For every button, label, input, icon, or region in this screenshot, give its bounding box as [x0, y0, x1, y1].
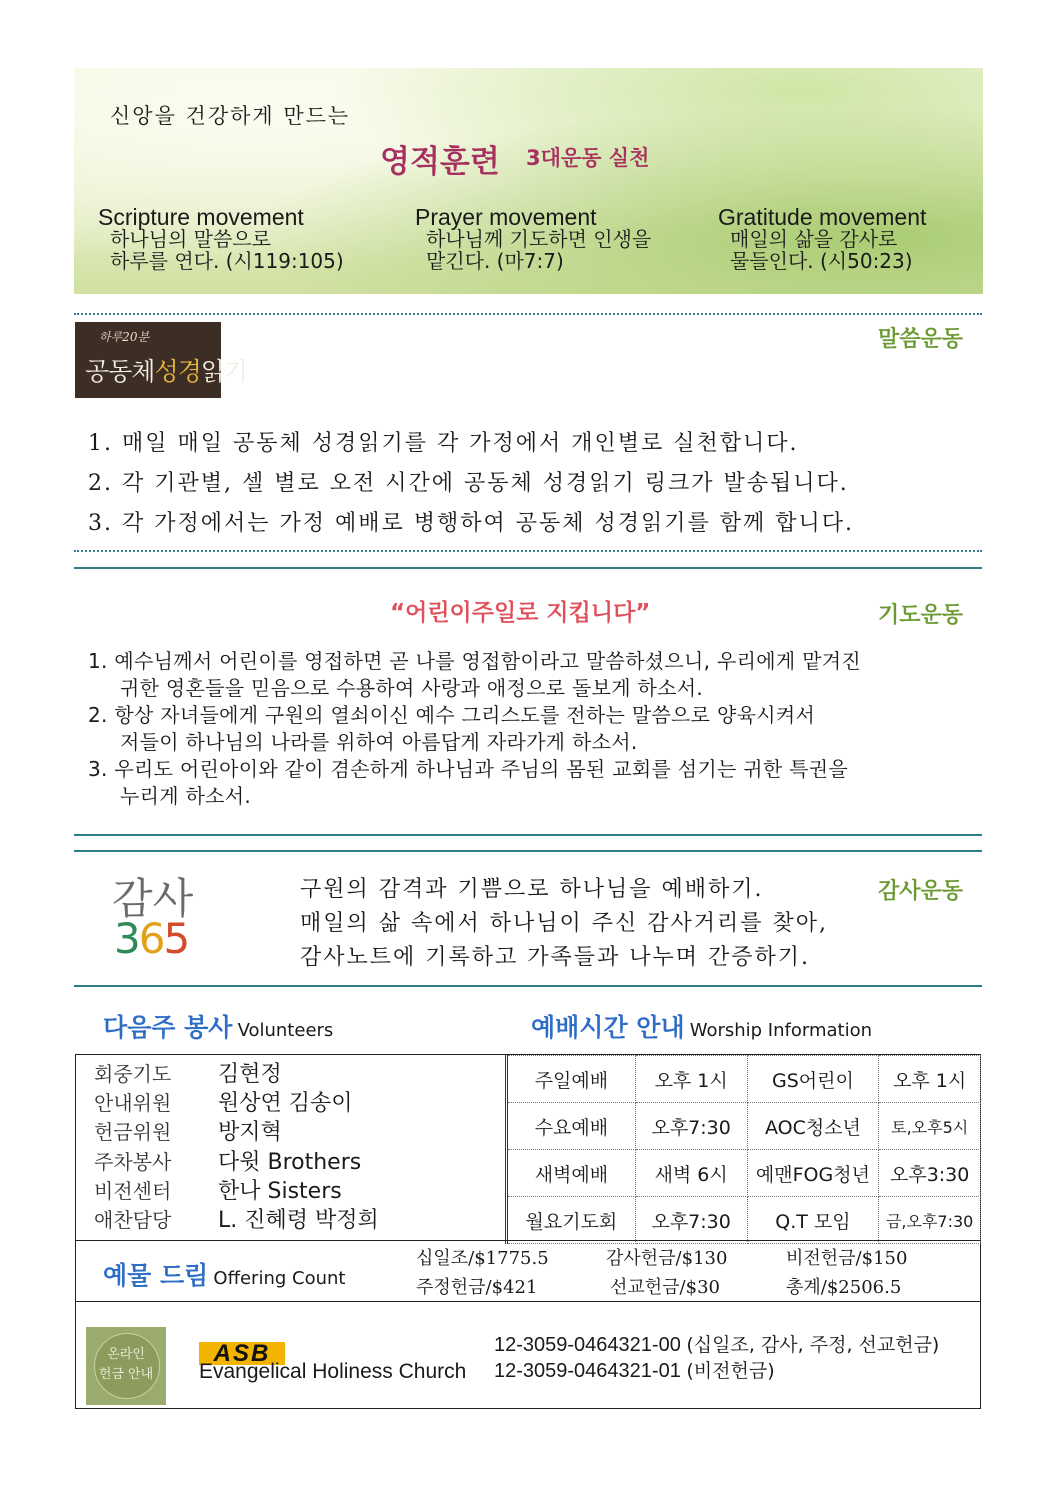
word-item-3: 3. 각 가정에서는 가정 예배로 병행하여 공동체 성경읽기를 함께 합니다. [88, 511, 854, 536]
community-bible-reading-logo [75, 322, 248, 398]
table-row [507, 1056, 981, 1103]
offering-title: 예물 드림 [103, 1261, 209, 1290]
worship-service: 새벽예배 [507, 1150, 636, 1197]
worship-time: 오후 1시 [879, 1056, 981, 1103]
account-note: (십일조, 감사, 주정, 선교헌금) [686, 1334, 940, 1356]
worship-time: 오후3:30 [879, 1150, 981, 1197]
thanks-line: 매일의 삶 속에서 하나님이 주신 감사거리를 찾아, [300, 911, 828, 936]
prayer-line: 누리게 하소서. [120, 784, 252, 808]
divider [75, 1301, 981, 1302]
volunteer-name: 원상연 김송이 [218, 1091, 353, 1116]
online-offering-badge [86, 1327, 166, 1405]
volunteer-role: 애찬담당 [94, 1208, 172, 1232]
account-line [494, 1356, 775, 1383]
divider [74, 850, 982, 852]
prayer-line: 1. 예수님께서 어린이를 영접하면 곧 나를 영접함이라고 말씀하셨으니, 우리에게 맡겨진 [88, 649, 861, 673]
account-note: (비전헌금) [686, 1360, 775, 1382]
account-number: 12-3059-0464321-01 [494, 1360, 681, 1382]
worship-schedule-table [505, 1055, 981, 1244]
volunteer-role: 비전센터 [94, 1179, 172, 1203]
worship-time: 오후7:30 [635, 1103, 747, 1150]
volunteers-title: 다음주 봉사 [103, 1013, 233, 1042]
divider [75, 1240, 981, 1241]
logo-main-text [85, 352, 247, 388]
logo-small-text: 하루20분 [99, 330, 150, 344]
volunteer-role: 주차봉사 [94, 1150, 172, 1174]
offering-title-en: Offering Count [213, 1268, 346, 1289]
word-item-2: 2. 각 기관별, 셀 별로 오전 시간에 공동체 성경읽기 링크가 발송됩니다. [88, 471, 849, 496]
table-row [507, 1103, 981, 1150]
worship-title-en: Worship Information [689, 1020, 872, 1041]
gratitude-movement-title: Gratitude movement [718, 204, 927, 230]
volunteer-role: 헌금위원 [94, 1120, 172, 1144]
prayer-line: 3. 우리도 어린아이와 같이 겸손하게 하나님과 주님의 몸된 교회를 섬기는 귀한 특권을 [88, 757, 848, 781]
volunteers-header [103, 1008, 333, 1044]
offering-header [103, 1256, 345, 1292]
prayer-heading: “어린이주일로 지킵니다” [390, 600, 651, 626]
offering-item: 총계/$2506.5 [786, 1277, 902, 1298]
divider [74, 313, 982, 315]
worship-service: 주일예배 [507, 1056, 636, 1103]
worship-time: 토,오후5시 [879, 1103, 981, 1150]
offering-item: 비전헌금/$150 [786, 1248, 908, 1269]
offering-item: 감사헌금/$130 [606, 1248, 728, 1269]
word-movement-tag: 말씀운동 [878, 327, 964, 352]
divider [74, 834, 982, 836]
account-number: 12-3059-0464321-00 [494, 1334, 681, 1356]
asb-logo-text: ASB [213, 1340, 271, 1367]
divider [74, 567, 982, 569]
logo-digit: 6 [138, 914, 164, 963]
prayer-movement-line1: 하나님께 기도하면 인생을 [426, 227, 652, 251]
volunteer-name: 김현정 [218, 1062, 282, 1087]
gratitude-movement-line2: 물들인다. (시50:23) [730, 249, 913, 273]
account-line [494, 1330, 939, 1357]
church-name: Evangelical Holiness Church [199, 1360, 467, 1383]
worship-time: 오후 1시 [635, 1056, 747, 1103]
offering-item: 주정헌금/$421 [416, 1277, 538, 1298]
spiritual-training-banner [74, 68, 983, 294]
volunteer-role: 안내위원 [94, 1091, 172, 1115]
badge-line2: 헌금 안내 [98, 1367, 154, 1382]
prayer-line: 저들이 하나님의 나라를 위하여 아름답게 자라가게 하소서. [120, 730, 638, 754]
prayer-movement-tag: 기도운동 [878, 603, 964, 628]
prayer-movement-title: Prayer movement [415, 204, 597, 230]
logo-digit: 5 [163, 914, 189, 963]
banner-intro: 신앙을 건강하게 만드는 [110, 104, 351, 128]
volunteer-name: 방지혁 [218, 1120, 282, 1145]
scripture-movement-title: Scripture movement [98, 204, 304, 230]
offering-item: 십일조/$1775.5 [416, 1248, 549, 1269]
logo-digit: 3 [114, 914, 139, 963]
gamsa-365-logo [110, 868, 210, 968]
logo-365-digits [114, 914, 188, 963]
logo-main-a: 공동체 [85, 357, 155, 386]
badge-line1: 온라인 [107, 1347, 145, 1362]
logo-main-c: 읽기 [200, 357, 248, 386]
logo-main-b: 성경 [154, 357, 201, 386]
scripture-movement-line1: 하나님의 말씀으로 [110, 227, 271, 251]
prayer-line: 귀한 영혼들을 믿음으로 수용하여 사랑과 애정으로 돌보게 하소서. [120, 676, 703, 700]
worship-service: 수요예배 [507, 1103, 636, 1150]
volunteer-name: 한나 Sisters [218, 1179, 342, 1204]
volunteers-title-en: Volunteers [237, 1020, 334, 1041]
gratitude-movement-line1: 매일의 삶을 감사로 [730, 227, 898, 251]
table-row [507, 1150, 981, 1197]
worship-time: 새벽 6시 [635, 1150, 747, 1197]
banner-subtitle: 3대운동 실천 [526, 146, 650, 170]
thanks-line: 감사노트에 기록하고 가족들과 나누며 간증하기. [300, 945, 811, 970]
thanks-line: 구원의 감격과 기쁨으로 하나님을 예배하기. [300, 877, 764, 902]
thanks-movement-tag: 감사운동 [878, 879, 964, 904]
volunteer-name: L. 진혜령 박정희 [218, 1208, 379, 1233]
worship-service: AOC청소년 [747, 1103, 879, 1150]
scripture-movement-line2: 하루를 연다. (시119:105) [110, 249, 344, 273]
worship-service: Q.T 모임 [747, 1197, 879, 1244]
logo-gamsa-text: 감사 [112, 874, 194, 923]
worship-time: 오후7:30 [635, 1197, 747, 1244]
offering-item: 선교헌금/$30 [610, 1277, 720, 1298]
worship-header [531, 1008, 872, 1044]
banner-title: 영적훈련 [380, 144, 500, 180]
worship-service: 예맨FOG청년 [747, 1150, 879, 1197]
divider [74, 550, 982, 552]
prayer-line: 2. 항상 자녀들에게 구원의 열쇠이신 예수 그리스도를 전하는 말씀으로 양육시켜서 [88, 703, 816, 727]
table-row [507, 1197, 981, 1244]
worship-title: 예배시간 안내 [531, 1013, 685, 1042]
worship-time: 금,오후7:30 [879, 1197, 981, 1244]
volunteer-name: 다윗 Brothers [218, 1150, 362, 1175]
prayer-movement-line2: 맡긴다. (마7:7) [426, 249, 564, 273]
volunteer-role: 회중기도 [94, 1062, 172, 1086]
divider [74, 985, 982, 987]
worship-service: 월요기도회 [507, 1197, 636, 1244]
word-item-1: 1. 매일 매일 공동체 성경읽기를 각 가정에서 개인별로 실천합니다. [88, 431, 799, 456]
worship-service: GS어린이 [747, 1056, 879, 1103]
